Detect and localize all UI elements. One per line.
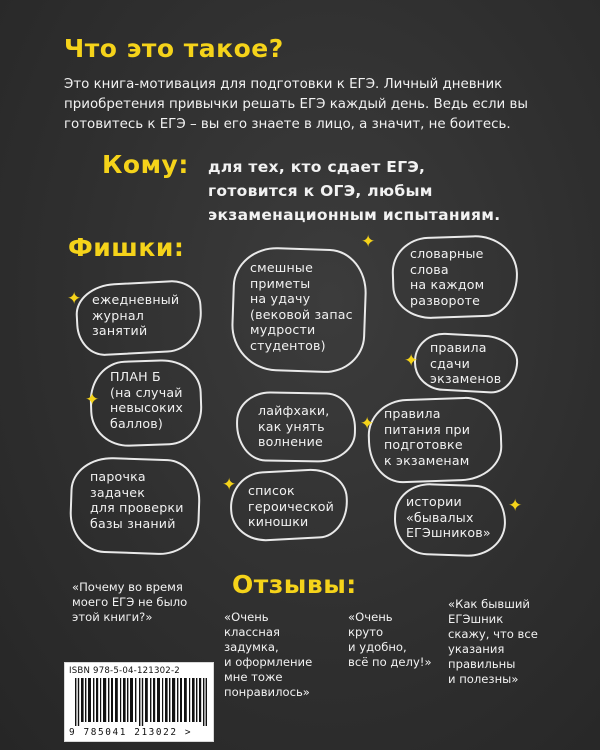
- feature-nutrition: правила питания при подготовке к экзаменам: [384, 406, 471, 468]
- review-quote: «Очень круто и удобно, всё по делу!»: [348, 610, 432, 669]
- sparkle-icon: ✦: [360, 414, 375, 434]
- for-whom-text: [208, 155, 500, 227]
- feature-omens: смешные приметы на удачу (вековой запас мудрости студентов): [250, 260, 353, 353]
- intro-text: [64, 75, 528, 135]
- heading-features: Фишки:: [68, 233, 185, 262]
- isbn-barcode: [64, 662, 214, 742]
- sparkle-icon: ✦: [67, 289, 82, 309]
- for-whom-line: экзаменационным испытаниям.: [208, 206, 501, 224]
- feature-exam-rules: правила сдачи экзаменов: [430, 340, 502, 386]
- feature-tasks: парочка задачек для проверки базы знаний: [90, 469, 184, 531]
- for-whom-line: готовится к ОГЭ, любым: [208, 182, 433, 200]
- feature-plan-b: ПЛАН Б (на случай невысоких баллов): [110, 369, 184, 431]
- heading-what-is-it: Что это такое?: [64, 34, 284, 63]
- feature-lifehacks: лайфхаки, как унять волнение: [258, 403, 330, 449]
- isbn-number: ISBN 978-5-04-121302-2: [69, 666, 180, 676]
- sparkle-icon: ✦: [222, 475, 237, 495]
- intro-line: Это книга-мотивация для подготовки к ЕГЭ. Личный дневник: [64, 77, 503, 92]
- heading-reviews: Отзывы:: [232, 570, 357, 599]
- feature-vocab: словарные слова на каждом развороте: [410, 246, 485, 308]
- feature-stories: истории «бывалых ЕГЭшников»: [406, 494, 491, 540]
- review-quote: «Очень классная задумка, и оформление мне тоже понравилось»: [224, 610, 313, 699]
- sparkle-icon: ✦: [361, 232, 376, 252]
- heading-for-whom: Кому:: [102, 150, 189, 179]
- for-whom-line: для тех, кто сдает ЕГЭ,: [208, 158, 426, 176]
- review-quote: «Как бывший ЕГЭшник скажу, что все указания правильны и полезны»: [448, 597, 538, 686]
- feature-movies: список героической киношки: [248, 483, 335, 529]
- barcode-icon: [75, 678, 207, 726]
- review-quote: «Почему во время моего ЕГЭ не было этой книги?»: [72, 580, 188, 624]
- ean-digits: 9 785041 213022 >: [69, 727, 193, 738]
- feature-journal: ежедневный журнал занятий: [92, 292, 180, 338]
- intro-line: готовитесь к ЕГЭ – вы его знаете в лицо, а значит, не боитесь.: [64, 117, 511, 132]
- sparkle-icon: ✦: [508, 496, 523, 516]
- sparkle-icon: ✦: [85, 390, 100, 410]
- sparkle-icon: ✦: [404, 351, 419, 371]
- intro-line: приобретения привычки решать ЕГЭ каждый день. Ведь если вы: [64, 97, 528, 112]
